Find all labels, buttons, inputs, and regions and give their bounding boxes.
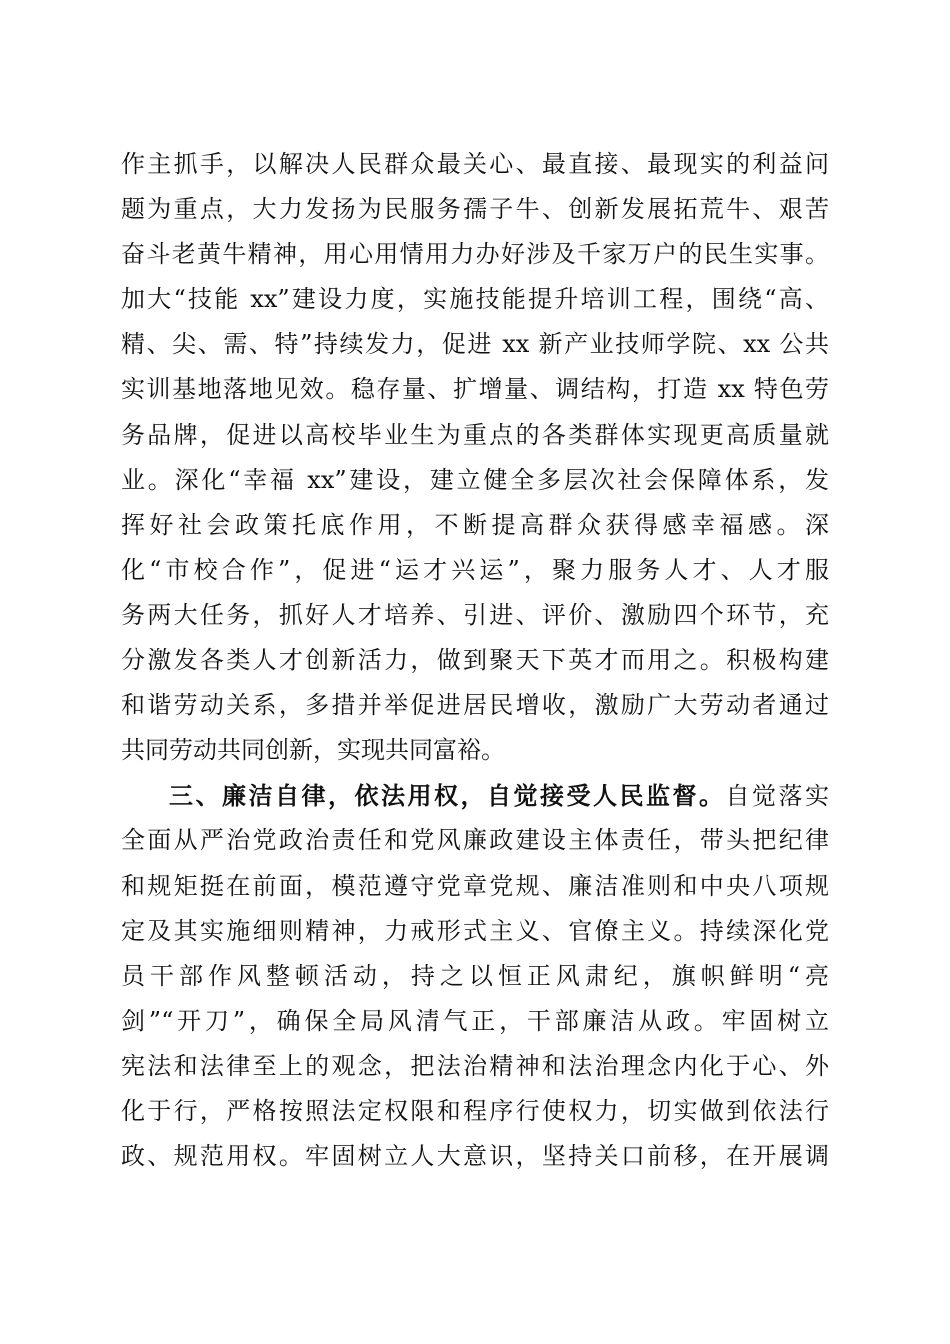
text-line: 务品牌，促进以高校毕业生为重点的各类群体实现更高质量就 bbox=[121, 420, 829, 449]
text-line: 分激发各类人才创新活力，做到聚天下英才而用之。积极构建 bbox=[121, 646, 829, 675]
paragraph-1 bbox=[121, 142, 829, 773]
text-line: 挥好社会政策托底作用，不断提高群众获得感幸福感。深 bbox=[121, 510, 829, 539]
text-line: 奋斗老黄牛精神，用心用情用力办好涉及千家万户的民生实事。 bbox=[121, 240, 829, 269]
text-line: 精、尖、需、特”持续发力，促进 xx 新产业技师学院、xx 公共 bbox=[121, 330, 829, 359]
text-line: 共同劳动共同创新，实现共同富裕。 bbox=[121, 736, 505, 765]
text-line: 剑”“开刀”，确保全局风清气正，干部廉洁从政。牢固树立 bbox=[121, 1006, 829, 1035]
text-line: 和谐劳动关系，多措并举促进居民增收，激励广大劳动者通过 bbox=[121, 691, 829, 720]
document-body bbox=[121, 142, 829, 1179]
text-line: 实训基地落地见效。稳存量、扩增量、调结构，打造 xx 特色劳 bbox=[121, 375, 829, 404]
section-heading-continuation: 自觉落实 bbox=[725, 782, 829, 811]
text-line: 宪法和法律至上的观念，把法治精神和法治理念内化于心、外 bbox=[121, 1051, 829, 1080]
text-line: 和规矩挺在前面，模范遵守党章党规、廉洁准则和中央八项规 bbox=[121, 871, 829, 900]
text-line: 政、规范用权。牢固树立人大意识，坚持关口前移，在开展调 bbox=[121, 1142, 829, 1171]
text-line: 务两大任务，抓好人才培养、引进、评价、激励四个环节，充 bbox=[121, 600, 829, 629]
paragraph-2 bbox=[121, 773, 829, 1179]
text-line: 全面从严治党政治责任和党风廉政建设主体责任，带头把纪律 bbox=[121, 826, 829, 855]
text-line: 化“市校合作”，促进“运才兴运”，聚力服务人才、人才服 bbox=[121, 555, 829, 584]
text-line: 业。深化“幸福 xx”建设，建立健全多层次社会保障体系，发 bbox=[121, 465, 829, 494]
text-line: 作主抓手，以解决人民群众最关心、最直接、最现实的利益问 bbox=[121, 150, 829, 178]
text-line: 题为重点，大力发扬为民服务孺子牛、创新发展拓荒牛、艰苦 bbox=[121, 195, 829, 224]
text-line: 化于行，严格按照法定权限和程序行使权力，切实做到依法行 bbox=[121, 1096, 829, 1125]
text-line: 员干部作风整顿活动，持之以恒正风肃纪，旗帜鲜明“亮 bbox=[121, 961, 829, 990]
text-line: 定及其实施细则精神，力戒形式主义、官僚主义。持续深化党 bbox=[121, 916, 829, 945]
section-heading-line bbox=[121, 773, 829, 818]
section-heading: 三、廉洁自律，依法用权，自觉接受人民监督。 bbox=[169, 781, 726, 811]
text-line: 加大“技能 xx”建设力度，实施技能提升培训工程，围绕“高、 bbox=[121, 285, 829, 314]
